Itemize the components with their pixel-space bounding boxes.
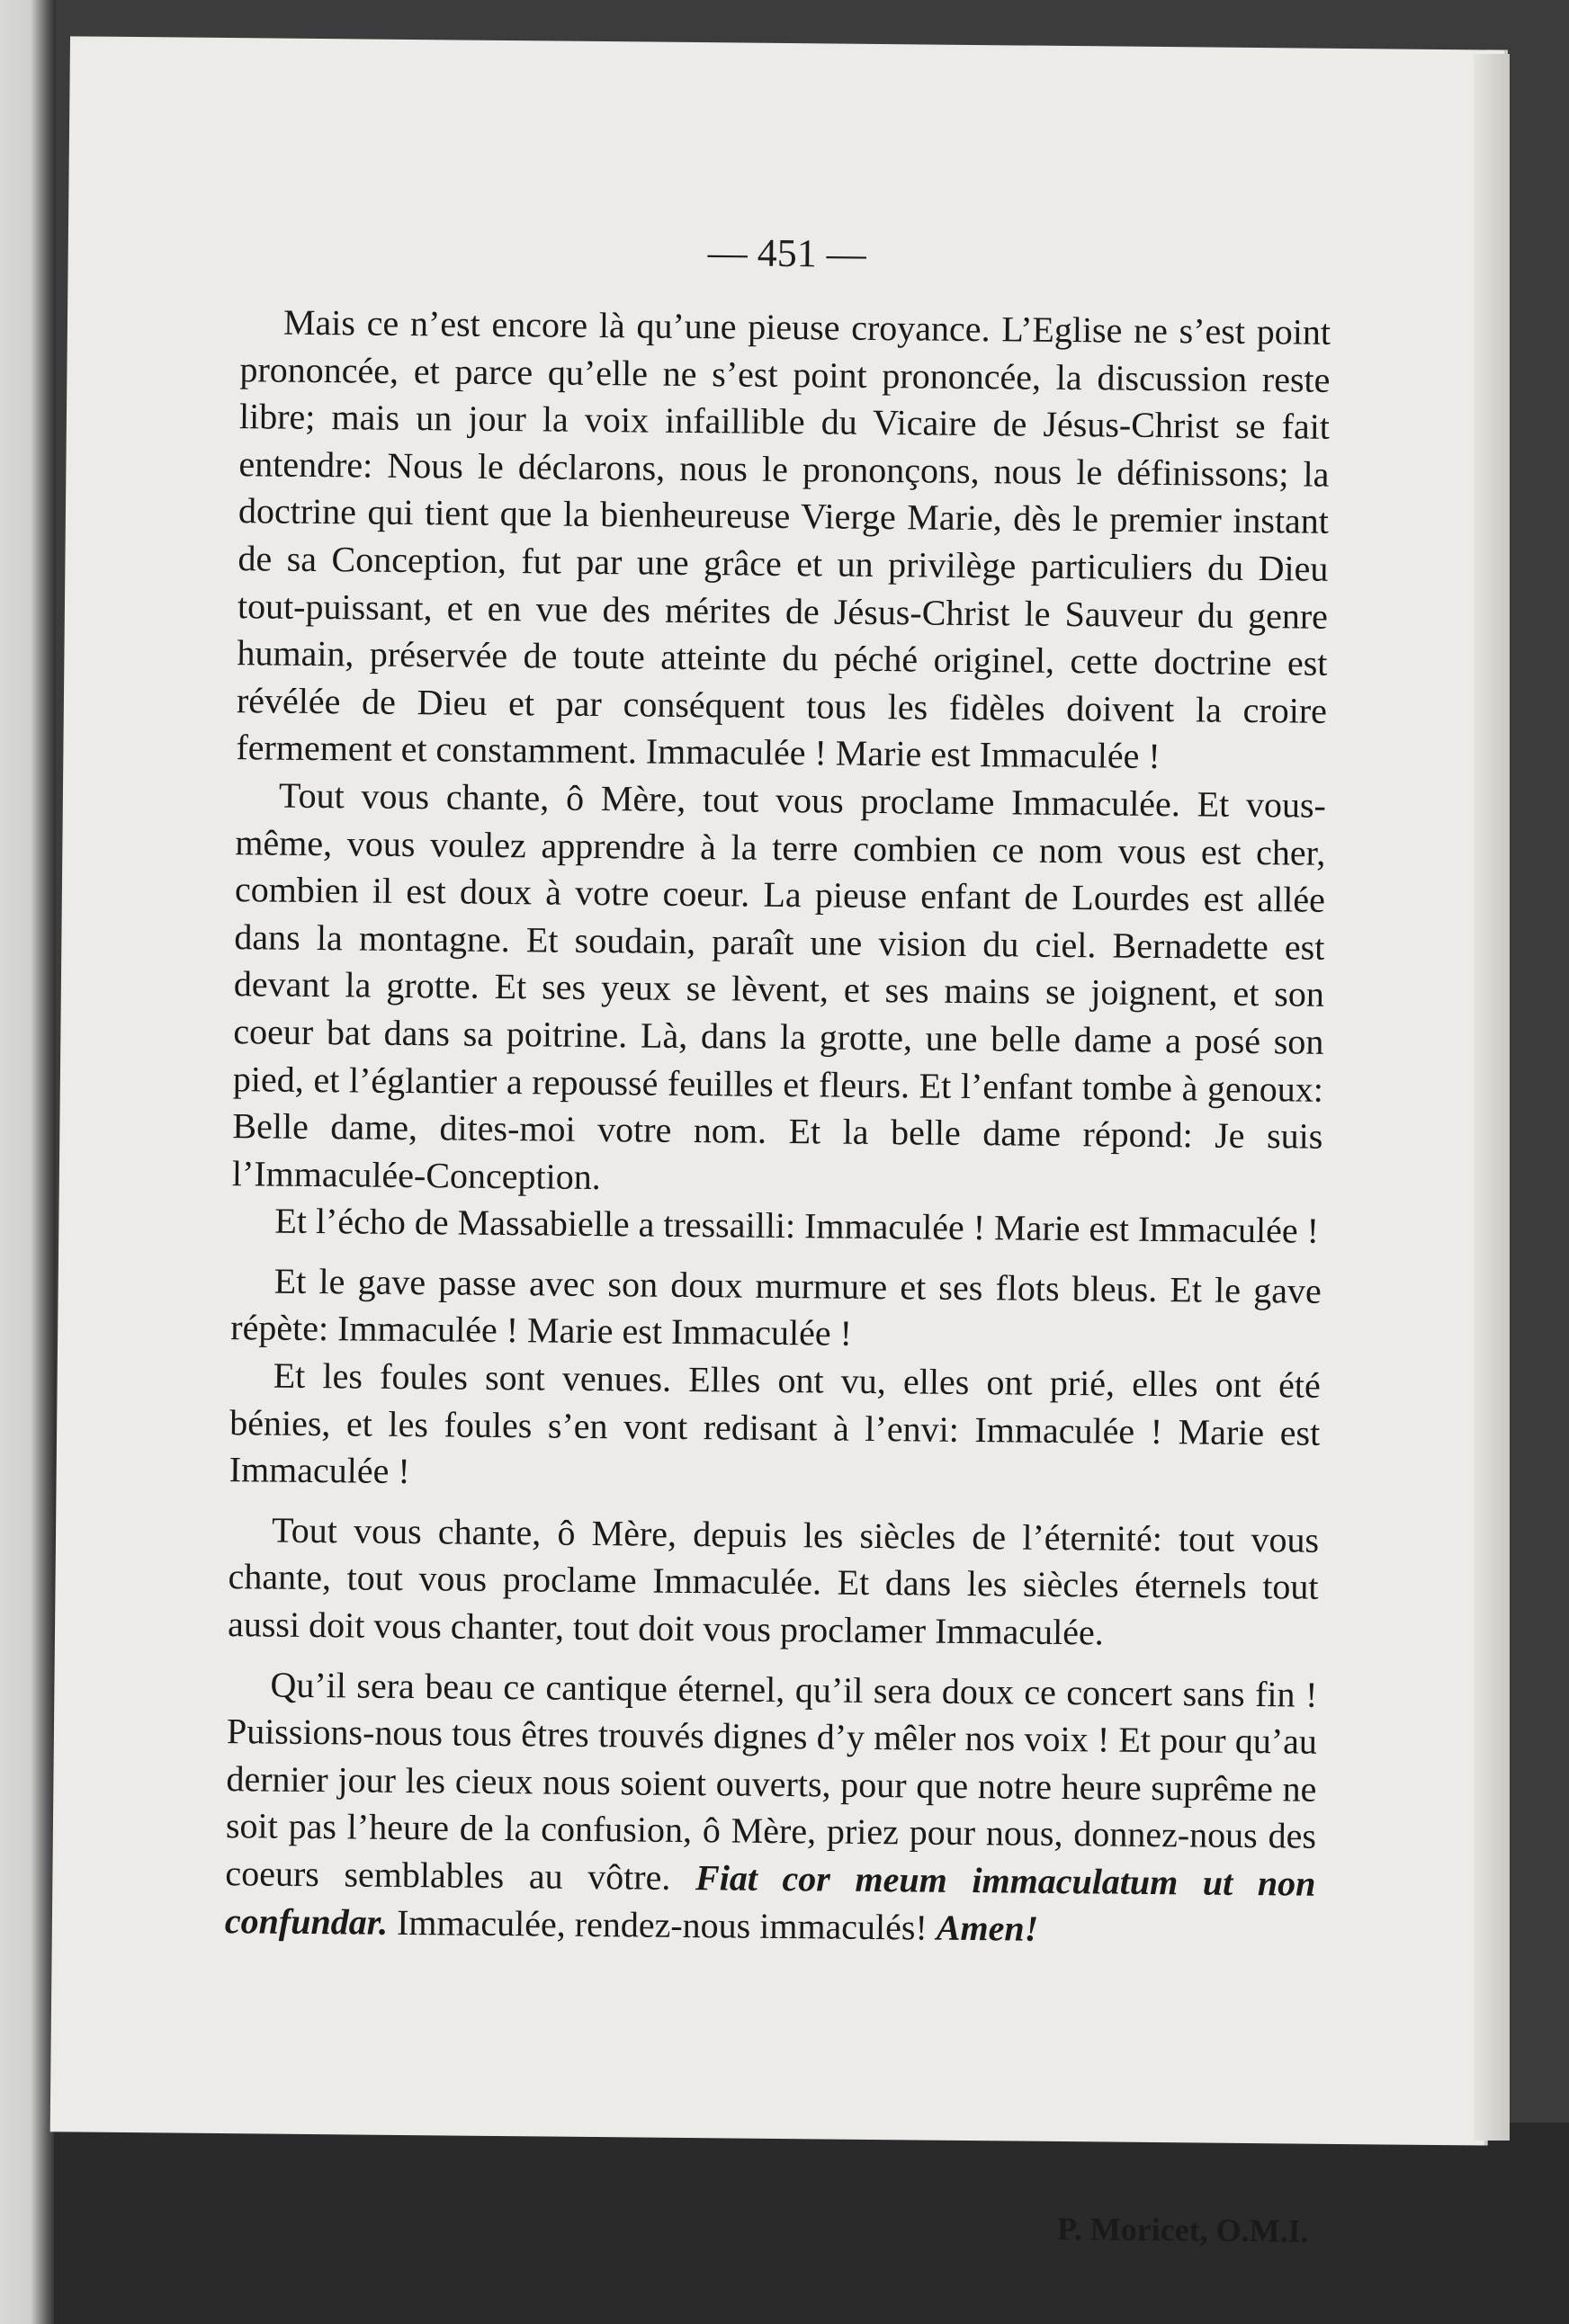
- final-paragraph-text: Qu’il sera beau ce cantique éternel, qu’il sera doux ce concert sans fin ! Puissions-nous tous êtres trouvés dignes d’y mêler nos voix ! Et pour qu’au dernier jour les cieux nous soient ouverts, pour que notre heure suprême ne soit pas l’heure de la confusion, ô Mère, priez pour nous, donnez-nous des coeurs semblables au vôtre.: [225, 1664, 1318, 1898]
- paragraph-4: Et le gave passe avec son doux murmure et ses flots bleus. Et le gave répète: Immaculée ! Marie est Immaculée !: [230, 1260, 1322, 1354]
- page-number: — 451 —: [707, 230, 866, 276]
- paragraph-3: Et l’écho de Massabielle a tressailli: Immaculée ! Marie est Immaculée !: [274, 1200, 1320, 1251]
- closing-phrase: Immaculée, rendez-nous immaculés!: [396, 1901, 928, 1948]
- page-right-margin-strip: [1474, 54, 1510, 2141]
- page-body: [225, 299, 1331, 1955]
- book-page: [50, 36, 1508, 2249]
- paragraph-7: [225, 1661, 1318, 1955]
- latin-quote: Fiat cor meum immaculatum ut non confundar.: [224, 1857, 1316, 1943]
- author-signature: P. Moricet, O.M.I.: [1056, 2210, 1309, 2249]
- previous-page-edge: [0, 0, 56, 2324]
- paragraph-2: Tout vous chante, ô Mère, tout vous proclame Immaculée. Et vous-même, vous voulez apprendre à la terre combien ce nom vous est cher, combien il est doux à votre coeur. La pieuse enfant de Lourdes est allée dans la montagne. Et soudain, paraît une vision du ciel. Bernadette est devant la grotte. Et ses yeux se lèvent, et ses mains se joignent, et son coeur bat dans sa poitrine. Là, dans la grotte, une belle dame a posé son pied, et l’églantier a repoussé feuilles et fleurs. Et l’enfant tombe à genoux: Belle dame, dites-moi votre nom. Et la belle dame répond: Je suis l’Immaculée-Conception.: [231, 774, 1327, 1197]
- amen-word: Amen!: [936, 1907, 1039, 1949]
- paragraph-6: Tout vous chante, ô Mère, depuis les siècles de l’éternité: tout vous chante, tout vous proclame Immaculée. Et dans les siècles éternels tout aussi doit vous chanter, tout doit vous proclamer Immaculée.: [227, 1509, 1320, 1653]
- paragraph-1: Mais ce n’est encore là qu’une pieuse croyance. L’Eglise ne s’est point prononcée, et parce qu’elle ne s’est point prononcée, la discussion reste libre; mais un jour la voix infaillible du Vicaire de Jésus-Christ se fait entendre: Nous le déclarons, nous le prononçons, nous le définissons; la doctrine qui tient que la bienheureuse Vierge Marie, dès le premier instant de sa Conception, fut par une grâce et un privilège particuliers du Dieu tout-puissant, et en vue des mérites de Jésus-Christ le Sauveur du genre humain, préservée de toute atteinte du péché originel, cette doctrine est révélée de Dieu et par conséquent tous les fidèles doivent la croire fermement et constamment. Immaculée ! Marie est Immaculée !: [236, 301, 1331, 777]
- paragraph-5: Et les foules sont venues. Elles ont vu, elles ont prié, elles ont été bénies, et les foules s’en vont redisant à l’envi: Immaculée ! Marie est Immaculée !: [229, 1354, 1321, 1492]
